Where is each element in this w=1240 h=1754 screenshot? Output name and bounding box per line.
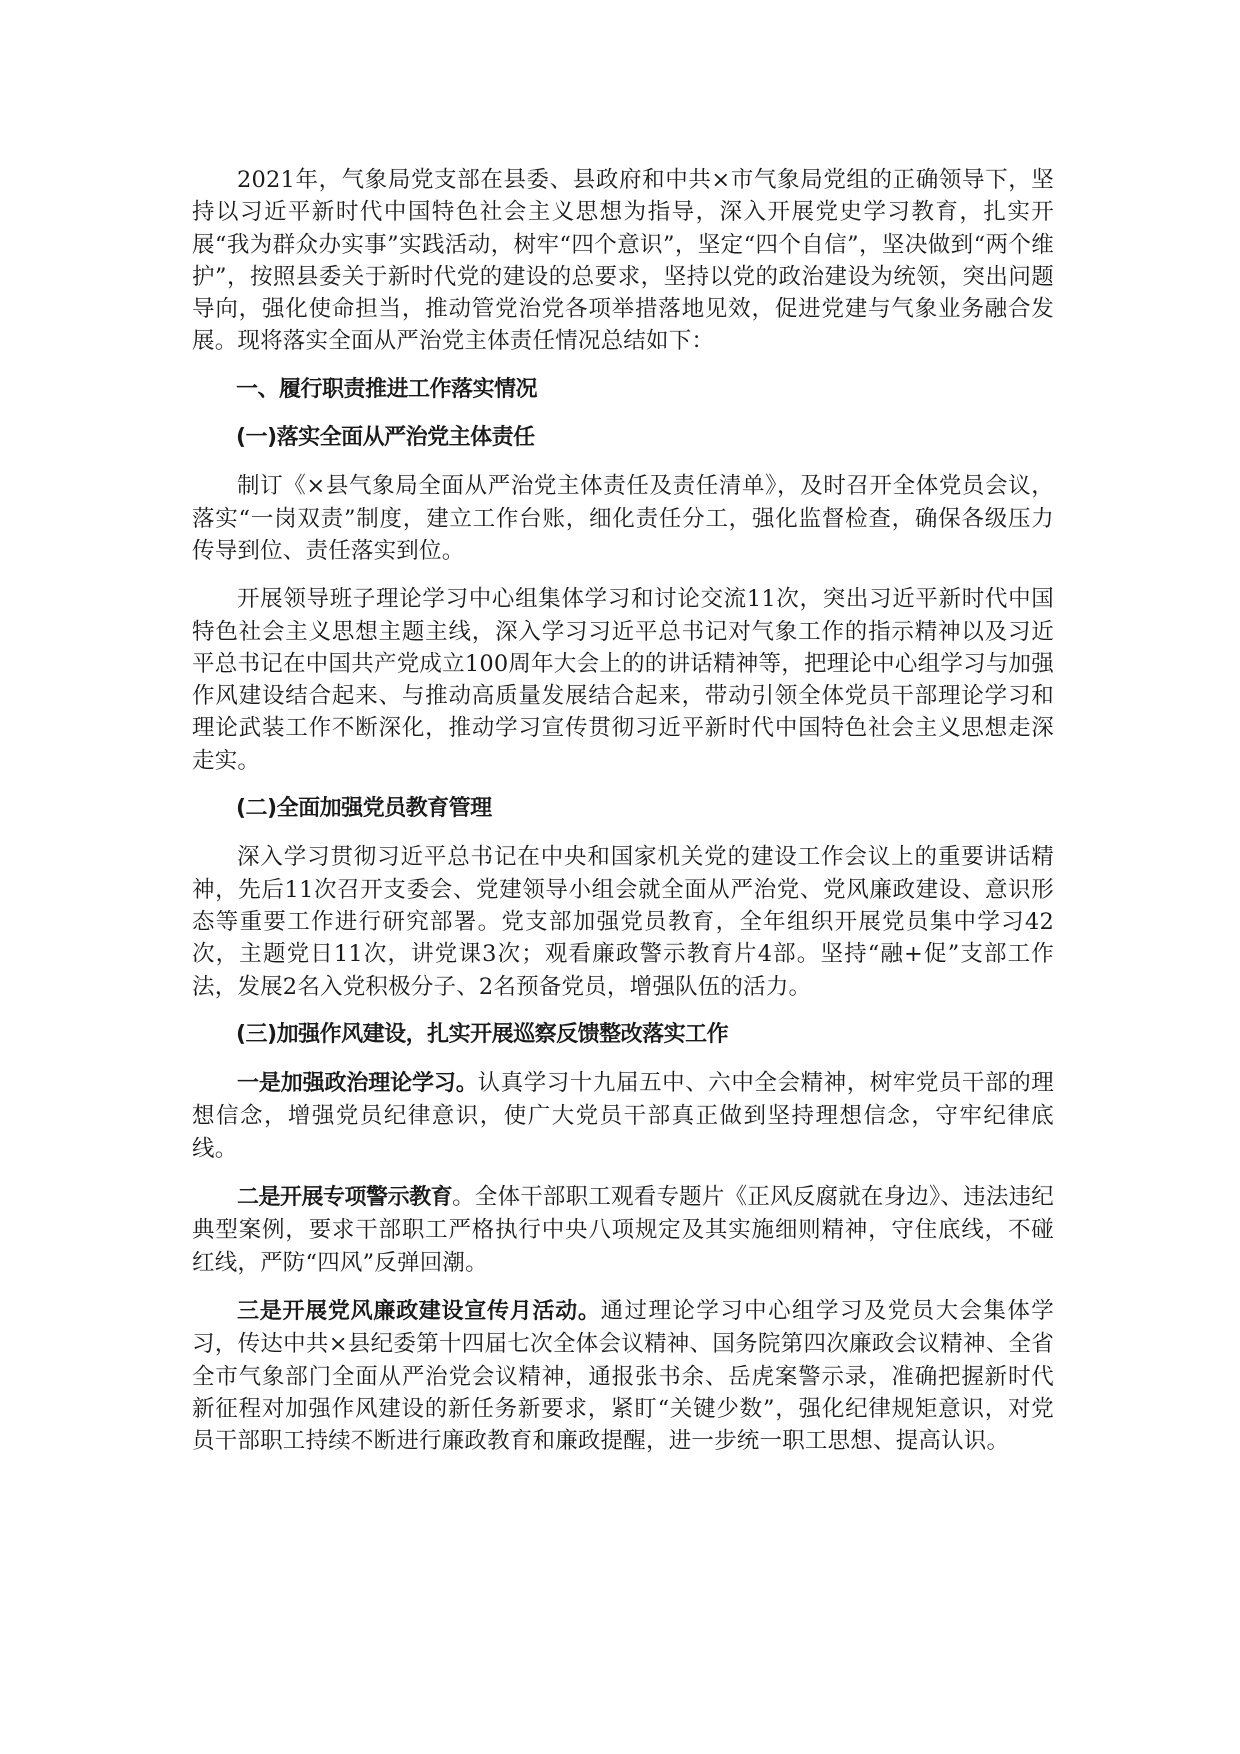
list-item <box>192 1181 1054 1279</box>
paragraph: 制订《×县气象局全面从严治党主体责任及责任清单》，及时召开全体党员会议，落实“一岗双责”制度，建立工作台账，细化责任分工，强化监督检查，确保各级压力传导到位、责任落实到位。 <box>192 473 1054 564</box>
list-item <box>192 1295 1054 1457</box>
subsection-heading-3: (三)加强作风建设，扎实开展巡察反馈整改落实工作 <box>236 1021 729 1047</box>
section-heading-1: 一、履行职责推进工作落实情况 <box>236 376 538 402</box>
item-lead: 二是开展专项警示教育 <box>237 1185 453 1211</box>
list-item <box>192 1067 1054 1165</box>
intro-paragraph: 2021年，气象局党支部在县委、县政府和中共×市气象局党组的正确领导下，坚持以习近平新时代中国特色社会主义思想为指导，深入开展党史学习教育，扎实开展“我为群众办实事”实践活动，树牢“四个意识”，坚定“四个自信”，坚决做到“两个维护”，按照县委关于新时代党的建设的总要求，坚持以党的政治建设为统领，突出问题导向，强化使命担当，推动管党治党各项举措落地见效，促进党建与气象业务融合发展。现将落实全面从严治党主体责任情况总结如下： <box>192 167 1054 355</box>
paragraph: 深入学习贯彻习近平总书记在中央和国家机关党的建设工作会议上的重要讲话精神，先后11次召开支委会、党建领导小组会就全面从严治党、党风廉政建设、意识形态等重要工作进行研究部署。党支部加强党员教育，全年组织开展党员集中学习42次，主题党日11次，讲党课3次；观看廉政警示教育片4部。坚持“融+促”支部工作法，发展2名入党积极分子、2名预备党员，增强队伍的活力。 <box>192 844 1054 1000</box>
subsection-heading-1: (一)落实全面从严治党主体责任 <box>236 425 535 451</box>
paragraph: 开展领导班子理论学习中心组集体学习和讨论交流11次，突出习近平新时代中国特色社会主义思想主题主线，深入学习习近平总书记对气象工作的指示精神以及习近平总书记在中国共产党成立100周年大会上的的讲话精神等，把理论中心组学习与加强作风建设结合起来、与推动高质量发展结合起来，带动引领全体党员干部理论学习和理论武装工作不断深化，推动学习宣传贯彻习近平新时代中国特色社会主义思想走深走实。 <box>192 586 1054 774</box>
document-page <box>192 164 1054 1473</box>
item-lead: 三是开展党风廉政建设宣传月活动。 <box>237 1298 601 1324</box>
item-lead: 一是加强政治理论学习。 <box>237 1071 478 1097</box>
item-text: 认真学习十九届五中、六中全会精神，树牢党员干部的理想信念，增强党员纪律意识，使广大党员干部真正做到坚持理想信念，守牢纪律底线。 <box>192 1070 1054 1162</box>
item-text: 。全体干部职工观看专题片《正风反腐就在身边》、违法违纪典型案例，要求干部职工严格执行中央八项规定及其实施细则精神，守住底线，不碰红线，严防“四风”反弹回潮。 <box>192 1184 1054 1276</box>
item-text: 通过理论学习中心组学习及党员大会集体学习，传达中共×县纪委第十四届七次全体会议精神、国务院第四次廉政会议精神、全省全市气象部门全面从严治党会议精神，通报张书余、岳虎案警示录，准确把握新时代新征程对加强作风建设的新任务新要求，紧盯“关键少数”，强化纪律规矩意识，对党员干部职工持续不断进行廉政教育和廉政提醒，进一步统一职工思想、提高认识。 <box>192 1297 1054 1455</box>
subsection-heading-2: (二)全面加强党员教育管理 <box>236 796 492 822</box>
